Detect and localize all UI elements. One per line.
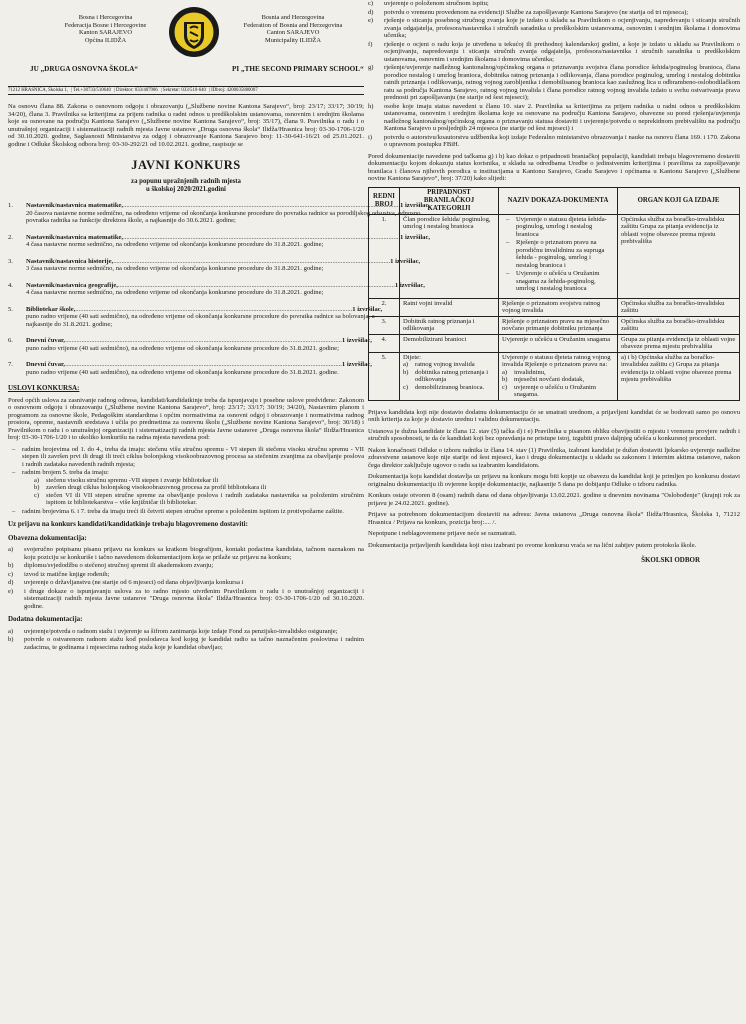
category-subitem-letter: c) bbox=[403, 383, 409, 391]
header-right-line: Federation of Bosnia and Herzegovina bbox=[243, 21, 343, 29]
closing-paragraph: Nakon konačnosti Odluke o izboru radnika iz člana 14. stav (1) Pravilnika, izabrani kandidat je dužan dostaviti ljekarsko uvjerenje nadležne zdravstvene ustanove koje nije starije od šest mjeseci, kao i drugu dokumentaciju u skladu sa zakonom i internim aktima ustanove, nakon čega direktor zaključuje ugovor o radu sa izabranim kandidatom. bbox=[368, 446, 740, 469]
cell-organ: Općinska služba za boračko-invalidsku zaštitu Grupa za pitanja evidencija iz oblasti vojne obaveze prema mjestu prebivališta bbox=[618, 214, 740, 298]
contact-address: 71212 HRASNICA, Školska 1, bbox=[8, 88, 69, 93]
uslovi-item-text: radnim brojevima od 1. do 4., treba da imaju: stečenu višu stručnu spremu - VI stepen ili stečenu visoku stručnu spremu - VII stepen ili završen prvi ili drugi ili treći ciklus bolonjskog visokoobrazovnog procesa sa stečenim zvanjima za obavljanje poslova i radnih zadataka navedenih radnih mjesta; bbox=[22, 445, 364, 468]
position-item bbox=[8, 337, 372, 352]
header-right-line: Canton SARAJEVO bbox=[266, 29, 320, 37]
uslovi-list bbox=[8, 446, 364, 516]
obavezna-item-letter: c) bbox=[8, 570, 14, 578]
position-body bbox=[26, 258, 420, 273]
letterhead bbox=[8, 0, 364, 86]
docs-text: Rješenje o priznatom pravu na mjesečno novčano primanje dobitniku priznanja bbox=[502, 317, 610, 332]
table-row bbox=[369, 316, 740, 334]
letterhead-left bbox=[48, 14, 163, 44]
cell-rb: 5. bbox=[369, 352, 400, 400]
dodatna-item-letter: a) bbox=[8, 627, 14, 635]
cell-category: Ratni vojni invalid bbox=[400, 298, 499, 316]
closing-paragraph: Ustanova je dužna kandidate iz člana 12. stav (5) tačka d) i e) Pravilnika u pisanom obliku obavijestiti o mjestu i vremenu provjere radnih i stručnih sposobnosti, te da će kandidati koji bez opravdanja ne pristupe istoj, izgubiti pravo daljnjeg učešća u konkursnoj proceduri. bbox=[368, 427, 740, 442]
position-name: Dnevni čuvar, bbox=[26, 337, 65, 344]
uslovi-sublist bbox=[22, 477, 364, 507]
uslovi-item-text: radnim brojevima 6. i 7. treba da imaju treći ili četvrti stepen stručne spreme s položenim ispitom iz protivpožarne zaštite. bbox=[22, 507, 344, 515]
dodatna-item-letter: c) bbox=[368, 0, 374, 7]
closing-paragraph: Prijave sa potrebnom dokumentacijom dostaviti na adresu: Javna ustanova „Druga osnovna škola“ Ilidža/Hrasnica, Školska 1, 71212 Hrasnica / Prijava na konkurs, pozicija broj:.... /. bbox=[368, 511, 740, 526]
position-number: 7. bbox=[8, 361, 13, 368]
docs-subitem-letter: b) bbox=[502, 376, 508, 383]
position-title-line bbox=[26, 258, 420, 266]
obavezna-item-letter: e) bbox=[8, 587, 14, 595]
position-body bbox=[26, 306, 382, 329]
pored-paragraph: Pored dokumentacije navedene pod tačkama g) i h) kao dokaz o pripadnosti braniačkoj populaciji, kandidati trebaju blagovremeno dostaviti dokumentaciju kojom dokazuju status korisnika, u skladu sa odredbama Uredbe o jedinstvenim kriterijima i pravilima za zapošljavanje branilaca i članova njihovih porodica u institucijama u Kantonu Sarajevo, Gradu Sarajevo i općinama u Kantonu Sarajevo („Službene novine Kantona Sarajevo“, broj: 37/20) kako slijedi: bbox=[368, 152, 740, 182]
obavezna-item bbox=[8, 562, 364, 570]
table-row bbox=[369, 214, 740, 298]
dodatna-item bbox=[368, 17, 740, 40]
cell-docs bbox=[499, 316, 618, 334]
position-item bbox=[8, 281, 425, 297]
header-organ: ORGAN KOJI GA IZDAJE bbox=[618, 187, 740, 214]
cell-docs bbox=[499, 334, 618, 352]
cell-rb: 3. bbox=[369, 316, 400, 334]
table-header-row bbox=[369, 187, 740, 214]
position-count: 1 izvršilac, bbox=[390, 257, 421, 265]
uslovi-subitem-letter: c) bbox=[34, 491, 40, 499]
obavezna-item-text: svojeručno potpisanu pisanu prijavu na konkurs sa kratkom biografijom, kontakt podacima kandidata, tačnom naznakom na koju poziciju se konkuriše i tačno navedenom dokumentacijom koja se prilaže uz prijavu na konkurs; bbox=[24, 546, 364, 561]
docs-text: Uvjerenje o učešću u Oružanim snagama bbox=[502, 335, 611, 343]
cell-organ: Općinska služba za boračko-invalidsku zaštitu bbox=[618, 316, 740, 334]
cell-organ: Grupa za pitanja evidencija iz oblasti vojne obaveze prema mjestu prebivališta bbox=[618, 334, 740, 352]
position-title-line bbox=[26, 337, 372, 345]
obavezna-item-text: izvod iz matične knjige rođenih; bbox=[24, 570, 110, 578]
docs-text: Rješenje o priznatom svojstvu ratnog vojnog invalida bbox=[502, 299, 601, 314]
position-leader bbox=[75, 306, 352, 314]
cell-organ: a) i b) Općinska služba za boračko-invalidsku zaštitu c) Grupa za pitanja evidencija iz oblasti vojne obaveze prema mjestu prebivališta bbox=[618, 352, 740, 400]
uslovi-subitem bbox=[22, 477, 364, 485]
position-number: 6. bbox=[8, 337, 13, 344]
uslovi-subitem bbox=[22, 484, 364, 492]
closing-paragraph: Konkurs ostaje otvoren 8 (osam) radnih dana od dana objavljivanja 13.02.2021. godine u dnevnim novinama "Oslobođenje" (krajnji rok za prijavu je 24.02.2021. godine). bbox=[368, 492, 740, 507]
cell-category bbox=[400, 352, 499, 400]
position-count: 1 izvršilac, bbox=[352, 305, 383, 313]
school-name-english: PI „THE SECOND PRIMARY SCHOOL“ bbox=[232, 65, 364, 73]
closing-paragraphs bbox=[368, 409, 740, 550]
position-number: 3. bbox=[8, 257, 13, 265]
contact-bar: 71212 HRASNICA, Školska 1, | Tel.+38733/510640 | Direktor: 033/407986 | Sekretar: 033/510-640 | IDbroj: 4200035880007 bbox=[8, 86, 364, 95]
docs-subitem-letter: a) bbox=[502, 368, 508, 376]
contact-secretary: Sekretar: 033/510-640 bbox=[162, 88, 206, 93]
table-row bbox=[369, 352, 740, 400]
right-column bbox=[368, 0, 740, 1024]
category-subitem bbox=[403, 361, 495, 369]
dodatna-item-letter: d) bbox=[368, 8, 374, 16]
obavezna-list bbox=[8, 546, 364, 610]
obavezna-item-letter: b) bbox=[8, 562, 14, 569]
docs-item: – Uvjerenje o učešću u Oružanim snagama za šehida-poginulog, umrlog i nestalog branioca bbox=[502, 270, 614, 293]
subtitle-line: u školskoj 2020/2021.godini bbox=[146, 186, 226, 193]
header-right-line: Bosnia and Herzegovina bbox=[261, 14, 325, 21]
position-description: 4 časa nastavne norme sedmično, na određeno vrijeme od okončanja konkursne procedure do 31.8.2021. godine; bbox=[26, 289, 324, 296]
docs-subitem-text: invalidninu, bbox=[514, 368, 546, 376]
uslovi-item bbox=[8, 446, 364, 469]
dodatna-item-text: osobe koje imaju status navedeni u članu 10. stav 2. Pravilnika sa kriterijima za prijem radnika u radni odnos u predškolskim ustanovama, osnovnim i srednjim školama koje su osnovane na području Kantona Sarajevo, obavezne su pored rješenja/uvjerenja nadležnog kantonalnog/općinskog organa o priznavanju statusa dostaviti i uvjerenje/potvrdu o neprekidnom prebivalištu na području Kantona Sarajevo u posljednjih 24 mjeseca (ne starije od šest mjeseci) i bbox=[384, 102, 740, 132]
document-subtitle bbox=[8, 178, 364, 194]
category-subitem-text: ratnog vojnog invalida bbox=[415, 361, 475, 368]
uslovi-subitem-text: stečenu visoku stručnu spremu -VII stepen i zvanje bibliotekar ili bbox=[46, 476, 219, 484]
position-description: puno radno vrijeme (40 sati sedmično), na određeno vrijeme od okončanja konkursne procedure do povratka radnice sa bolovanja, a najkasnije do 31.8.2021. godine; bbox=[26, 313, 375, 328]
dodatna-item-text: uvjerenje/potvrda o radnom stažu i uvjerenje sa šifrom zanimanja koje izdaje Fond za penzijsko-invalidsko osiguranje; bbox=[24, 627, 338, 635]
contact-director: Direktor: 033/407986 bbox=[116, 88, 158, 93]
dodatna-item bbox=[368, 41, 740, 64]
uslovi-heading: USLOVI KONKURSA: bbox=[8, 384, 80, 392]
position-leader bbox=[118, 282, 395, 290]
cell-rb: 4. bbox=[369, 334, 400, 352]
obavezna-item-text: diplomu/svjedodžbu o stečenoj stručnoj spremi ili akademskom zvanju; bbox=[24, 562, 214, 569]
header-right-line: Municipality ILIDŽA bbox=[265, 36, 321, 44]
header-docs: NAZIV DOKAZA-DOKUMENTA bbox=[499, 187, 618, 214]
table-body bbox=[369, 214, 740, 400]
contact-id-number: IDbroj: 4200035880007 bbox=[211, 88, 258, 93]
obavezna-item bbox=[8, 579, 364, 587]
cell-organ: Općinska služba za boračko-invalidsku zaštitu bbox=[618, 298, 740, 316]
position-number: 1. bbox=[8, 202, 13, 209]
cell-rb: 1. bbox=[369, 214, 400, 298]
position-title-line bbox=[26, 282, 425, 290]
obavezna-item-letter: a) bbox=[8, 546, 14, 553]
cell-category: Član porodice šehida/ poginulog, umrlog i nestalog branioca bbox=[400, 214, 499, 298]
position-number: 4. bbox=[8, 281, 13, 289]
signoff: ŠKOLSKI ODBOR bbox=[641, 556, 700, 564]
docs-item: – Uvjerenje o statusu djeteta šehida-poginulog, umrlog i nestalog branioca bbox=[502, 216, 614, 239]
header-rb: REDNI BROJ bbox=[369, 187, 400, 214]
category-subitem-letter: a) bbox=[403, 361, 409, 368]
header-left-line: Federacija Bosne i Hercegovine bbox=[64, 21, 147, 29]
position-description: puno radno vrijeme (40 sati sedmično), na određeno vrijeme od okončanja konkursne procedure do 31.8.2021. godine. bbox=[26, 368, 339, 376]
uslovi-subitem-text: završen drugi ciklus bolonjskog visokoobrazovnog procesa za profil bibliotekara ili bbox=[46, 484, 267, 491]
closing-paragraph: Dokumentacija prijavljenih kandidata koji nisu izabrani po ovome konkursu vraća se na lični zahtjev putem protokola škole. bbox=[368, 541, 697, 549]
obavezna-item-letter: d) bbox=[8, 579, 14, 586]
dodatna-list-continued bbox=[368, 0, 740, 149]
docs-text: Uvjerenje o statusu djeteta ratnog vojnog invalida Rješenje o priznatom pravu na: bbox=[502, 353, 611, 368]
position-item bbox=[8, 305, 383, 329]
position-description: 3 časa nastavne norme sedmično, na određeno vrijeme od okončanja konkursne procedure do 31.8.2021. godine; bbox=[26, 265, 324, 272]
dodatna-item bbox=[368, 134, 740, 149]
dodatna-item-text: rješenje o ocjeni o radu koja je utvrđena u tekućoj ili prethodnoj kalendarskoj godini, a koje je izdato u skladu sa Pravilnikom o ocjenjivanju, napredovanju i sticanju stručnih zvanja odgajatelja, profesora/nastavnika i stručnih saradnika u predškolskim ustanovama, osnovnim i srednjim školama i domovima učenika; bbox=[384, 40, 740, 63]
contact-phone: Tel.+38733/510640 bbox=[73, 88, 111, 93]
position-leader bbox=[123, 234, 400, 242]
position-count: 1 izvršilac, bbox=[394, 281, 425, 289]
position-body bbox=[26, 361, 372, 376]
position-name: Dnevni čuvar, bbox=[26, 361, 65, 368]
cell-category: Dobitnik ratnog priznanja i odlikovanja bbox=[400, 316, 499, 334]
docs-item: – Rješenje o priznatom pravu na porodičnu invalidninu za supruga šehida - poginulog, umrlog i nestalog branioca i bbox=[502, 239, 614, 269]
dodatna-item bbox=[368, 64, 740, 102]
docs-subitem bbox=[502, 384, 614, 399]
docs-subitem-text: uvjerenje o učešću u Oružanim snagama. bbox=[514, 383, 597, 398]
dodatna-heading: Dodatna dokumentacija: bbox=[8, 615, 83, 623]
dodatna-item-text: potvrdu o vremenu provedenom na evidenciji Službe za zapošljavanje Kantona Sarajevo (ne starija od tri mjeseca); bbox=[384, 8, 689, 16]
category-subitem-letter: b) bbox=[403, 368, 409, 376]
position-item bbox=[8, 233, 431, 249]
position-leader bbox=[65, 337, 342, 345]
closing-paragraph: Nepotpune i neblagovremene prijave neće se razmatrati. bbox=[368, 530, 517, 537]
veteran-docs-table bbox=[368, 187, 740, 401]
dodatna-item bbox=[8, 628, 364, 636]
position-name: Bibliotekar škole, bbox=[26, 305, 76, 313]
closing-paragraph: Dokumentacija koju kandidat dostavlja uz prijavu na konkurs mogu biti kopije uz obavezu da kandidat koji je primljen po konkursu dostavi originalnu dokumentaciju ili ovjerene kopije dokumentacije, najkasnije 5 dana po dobijanju Odluke o izboru radnika. bbox=[368, 473, 740, 488]
obavezna-item bbox=[8, 546, 364, 561]
uslovi-item bbox=[8, 508, 364, 516]
header-left-line: Bosna i Hercegovina bbox=[78, 14, 133, 21]
letterhead-right bbox=[228, 14, 358, 44]
uslovi-subitem-letter: a) bbox=[34, 476, 40, 484]
docs-list bbox=[502, 216, 614, 293]
header-left-line: Općina ILIDŽA bbox=[84, 36, 127, 44]
position-description: 4 časa nastavne norme sedmično, na određeno vrijeme od okončanja konkursne procedure do 31.8.2021. godine; bbox=[26, 241, 324, 248]
dodatna-item-letter: f) bbox=[368, 40, 373, 48]
position-item bbox=[8, 361, 372, 376]
position-count: 1 izvršilac, bbox=[341, 361, 372, 368]
position-description: puno radno vrijeme (40 sati sedmično), na određeno vrijeme od okončanja konkursne procedure do 31.8.2021. godine; bbox=[26, 344, 339, 352]
uslovi-intro: Pored općih uslova za zasnivanje radnog odnosa, kandidati/kandidatkinje treba da ispunjavaju i posebne uslove predviđene: Zakonom o osnovnom odgoju i obrazovanju („Službene novine Kantona Sarajevo“, broj: 23/17; 33/17; 30/19; 34/20), Nastavnim planom i programom za osnovne škole, Pedagoškim standardima i općim normativima za osnovni odgoj i obrazovanje i normativima radnog prostora, opreme, nastavnih sredstava i učila po predmetima za osnovnu školu („Službene novine Kantona Sarajevo“, broj: 30/18) i Pravilnikom o radu i o unutrašnjoj organizaciji i sistematizaciji radnih mjesta Javne ustanove „Druga osnovna škola“ Ilidža/Hrasnica broj: 03-30-1706-1/20 i to ukoliko konkurišu na radna mjesta navedena pod: bbox=[8, 396, 364, 441]
docs-heading: Uz prijavu na konkurs kandidati/kandidatkinje trebaju blagovremeno dostaviti: bbox=[8, 520, 248, 528]
uslovi-item bbox=[8, 469, 364, 507]
dodatna-item-letter: e) bbox=[368, 17, 374, 24]
position-title-line bbox=[26, 306, 382, 314]
dodatna-item-letter: g) bbox=[368, 64, 374, 71]
position-number: 2. bbox=[8, 233, 13, 241]
subtitle-line: za popunu upražnjenih radnih mjesta bbox=[131, 178, 241, 185]
table-row bbox=[369, 334, 740, 352]
dodatna-item bbox=[368, 103, 740, 133]
dodatna-item bbox=[368, 9, 740, 17]
obavezna-item bbox=[8, 588, 364, 611]
school-name-local: JU „DRUGA OSNOVNA ŠKOLA“ bbox=[30, 65, 139, 73]
cell-category: Demobilizirani branioci bbox=[400, 334, 499, 352]
position-body bbox=[26, 337, 372, 352]
docs-subitem bbox=[502, 376, 614, 384]
position-title-line bbox=[26, 361, 372, 369]
position-count: 1 izvršilac, bbox=[341, 337, 372, 344]
uslovi-subitem bbox=[22, 492, 364, 507]
uslovi-subitem-letter: b) bbox=[34, 484, 40, 491]
position-name: Nastavnik/nastavnica historije, bbox=[26, 257, 114, 265]
position-body bbox=[26, 282, 425, 297]
docs-sublist bbox=[502, 369, 614, 399]
header-left-line: Kanton SARAJEVO bbox=[78, 29, 133, 37]
category-sublist bbox=[403, 361, 495, 391]
dodatna-item-letter: i) bbox=[368, 133, 373, 141]
position-leader bbox=[123, 202, 400, 210]
category-subitem bbox=[403, 384, 495, 392]
category-label: Dijete: bbox=[403, 353, 421, 361]
dodatna-item-letter: b) bbox=[8, 636, 14, 643]
school-seal-icon bbox=[168, 6, 220, 58]
position-name: Nastavnik/nastavnica matematike, bbox=[26, 233, 124, 241]
dodatna-list bbox=[8, 628, 364, 652]
category-subitem bbox=[403, 369, 495, 384]
obavezna-item-text: i druge dokaze o ispunjavanju uslova za to radno mjesto utvrđenim Pravilnikom o radu i o unutrašnjoj organizaciji i sistematizaciji radnih mjesta Javne ustanove "Druga osnovna škola" Ilidža/Hrasnica broj: 03-30-1706-1/20 od 30.10.2020. godine. bbox=[24, 587, 364, 610]
table-row bbox=[369, 298, 740, 316]
category-subitem-text: dobitnika ratnog priznanja i odlikovanja bbox=[415, 368, 489, 383]
position-name: Nastavnik/nastavnica geografije, bbox=[26, 281, 118, 289]
dodatna-item-letter: h) bbox=[368, 102, 374, 110]
dodatna-item bbox=[8, 636, 364, 651]
position-leader bbox=[65, 361, 342, 369]
position-leader bbox=[113, 258, 390, 266]
document-title: JAVNI KONKURS bbox=[131, 158, 241, 172]
dodatna-item-text: potvrde o ostvarenom radnom stažu kod poslodavca kod kojeg je kandidat radio sa tačno naznačenim poslovima i radnim zadacima, te godinama i mjesecima radnog staža koje je kandidat obavljao; bbox=[24, 636, 364, 651]
cell-rb: 2. bbox=[369, 298, 400, 316]
dodatna-item-text: rješenje/uvjerenje nadležnog kantonalnog/općinskog organa o priznavanju svojstva člana porodice šehida/poginulog branioca, člana porodice nestalog i umrlog branioca, dobitnika ratnog priznanja i odlikovanja, člana porodice poginulog, umrlog i nestalog dobitnika ratnih priznanja i odlikovanja, ratnog vojnog zarobljenika i demobilisanog branioca kao zaslužnog lica u odbrambeno-oslobodilačkom ratu sa područja Kantona Sarajevo, ratnog vojnog invalida i člana porodice ratnog vojnog invalida izdato u svrhu ostvarivanja prava prednosti pri zapošljavanju (ne starije od šest mjeseci); bbox=[384, 64, 740, 101]
dodatna-item bbox=[368, 0, 740, 8]
dodatna-item-text: potvrdu o autorstvu/koautorstvu udžbenika koji izdaje Federalno ministarstvo obrazovanja i nauke na osnovu člana 169. i 170. Zakona o upravnom postupku FBiH. bbox=[384, 133, 740, 148]
position-item bbox=[8, 202, 431, 225]
position-number: 5. bbox=[8, 305, 13, 313]
position-count: 1 izvršilac, bbox=[400, 233, 431, 241]
position-count: 1 izvršilac, bbox=[400, 202, 431, 209]
obavezna-heading: Obavezna dokumentacija: bbox=[8, 533, 87, 542]
obavezna-item bbox=[8, 571, 364, 579]
obavezna-item-text: uvjerenje o državljanstvu (ne starije od 6 mjeseci) od dana objavljivanja konkursa i bbox=[24, 579, 244, 586]
position-item bbox=[8, 257, 421, 273]
dodatna-item-text: uvjerenje o položenom stručnom ispitu; bbox=[384, 0, 489, 7]
intro-paragraph: Na osnovu člana 88. Zakona o osnovnom odgoju i obrazovanju („Službene novine Kantona Sarajevo“, broj: 23/17; 33/17; 30/19; 34/20), člana 3. Pravilnika sa kriterijima za prijem radnika u radni odnos u predškolskim ustanovama, osnovnim i srednjim školama koje su osnovane na području Kantona Sarajevo („Službene novine Kantona Sarajevo“, broj: 35/17), člana 9. Pravilnika o radu i o unutrašnjoj organizaciji i sistematizaciji radnih mjesta Javne ustanove „Druga osnovna škola“ Ilidža/Hrasnica broj: 03-30-1706-1/20 od 30.10.2020. godine, Saglasnosti Ministarstva za odgoj i obrazovanje Kantona Sarajevo broj: 11-30-641-16/21 od 25.01.2021. godine i Odluke Školskog odbora broj: 03-30-292/21 od 10.02.2021. godine, raspisuje se bbox=[8, 103, 364, 148]
docs-subitem-letter: c) bbox=[502, 383, 508, 391]
closing-paragraph: Prijava kandidata koji nije dostavio dodatnu dokumentaciju će se smatrati urednom, a prijavljeni kandidat će se bodovati samo po osnovu onih kriterija za koje je dostavio urednu i validnu dokumentaciju. bbox=[368, 408, 740, 423]
docs-subitem bbox=[502, 369, 614, 377]
category-subitem-text: demobiliziranog branioca. bbox=[415, 383, 485, 391]
dodatna-item-text: rješenje o sticanju posebnog stručnog zvanja koje je izdato u skladu sa Pravilnikom o ocjenjivanju, napredovanju i sticanju stručnih zvanja odgajatelja, profesora/nastavnika i stručnih saradnika u predškolskim ustanovama, osnovnim i srednjim školama i domovima učenika; bbox=[384, 17, 740, 39]
cell-docs bbox=[499, 298, 618, 316]
position-name: Nastavnik/nastavnica matematike, bbox=[26, 202, 124, 209]
cell-docs bbox=[499, 214, 618, 298]
uslovi-item-text: radnim brojem 5. treba da imaju: bbox=[22, 469, 109, 476]
position-description: 20 časova nastavne norme sedmično, na određeno vrijeme od okončanja konkursne procedure do povratka radnice sa porodiljskog odsustva, odnosno povratka radnika sa funkcije direktora škole, a najkasnije do 30.6.2021. godine; bbox=[26, 209, 421, 224]
docs-subitem-text: mjesečni novčani dodatak, bbox=[514, 376, 585, 383]
cell-docs bbox=[499, 352, 618, 400]
header-category: PRIPADNOST BRANILAČKOJ KATEGORIJI bbox=[400, 187, 499, 214]
uslovi-subitem-text: stečen VI ili VII stepen stručne spreme za obavljanje poslova i radnih zadataka nastavnika sa položenim stručnim ispitom iz bibliotekarstva – više knjižničar ili bibliotekar. bbox=[46, 491, 364, 506]
